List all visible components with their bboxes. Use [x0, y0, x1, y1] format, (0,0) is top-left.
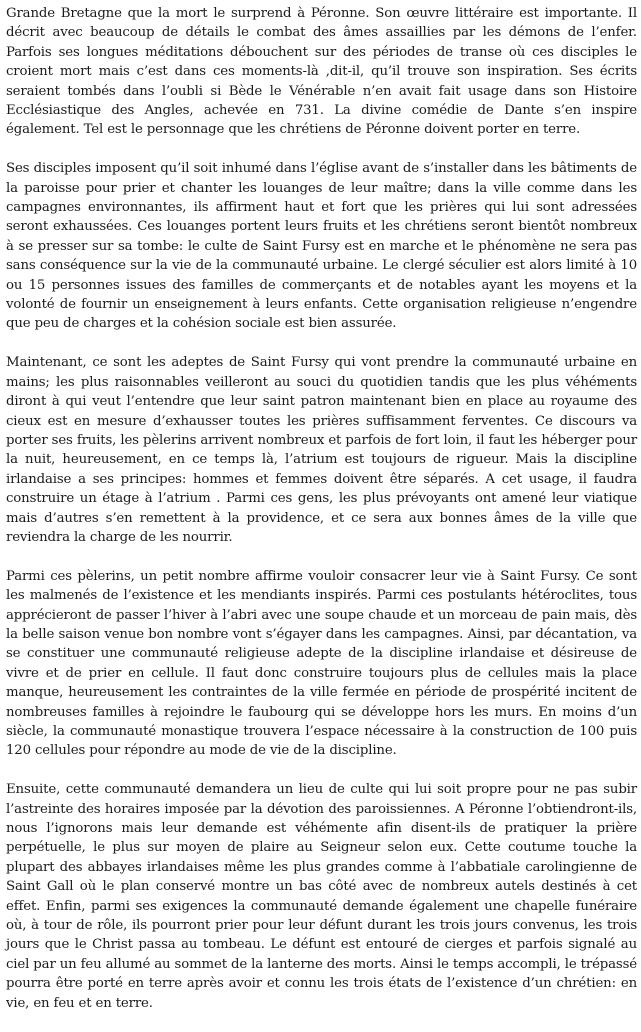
paragraph-5: Ensuite, cette communauté demandera un lieu de culte qui lui soit propre pour ne pas subir l’astreinte des horaires imposée par la dévotion des paroissiennes. A Péronne l’obtiendront-ils, nous l’ignorons mais leur demande est véhémente afin disent-ils de pratiquer la prière perpétuelle, le plus sur moyen de plaire au Seigneur selon eux. Cette coutume touche la plupart des abbayes irlandaises même les plus grandes comme à l’abbatiale carolingienne de Saint Gall où le plan conservé montre un bas côté avec de nombreux autels destinés à cet effet. Enfin, parmi ses exigences la communauté demande également une chapelle funéraire où, à tour de rôle, ils pourront prier pour leur défunt durant les trois jours convenus, les trois jours que le Christ passa au tombeau. Le défunt est entouré de cierges et parfois signalé au ciel par un feu allumé au sommet de la lanterne des morts. Ainsi le temps accompli, le trépassé pourra être porté en terre après avoir et connu les trois états de l’existence d’un chrétien: en vie, en feu et en terre.	[6, 782, 637, 1011]
paragraph-1: Grande Bretagne que la mort le surprend à Péronne. Son œuvre littéraire est importante. Il décrit avec beaucoup de détails le combat des âmes assaillies par les démons de l’enfer. Parfois ses longues méditations débouchent sur des périodes de transe où ces disciples le croient mort mais c’est dans ces moments-là ,dit-il, qu’il trouve son inspiration. Ses écrits seraient tombés dans l’oubli si Bède le Vénérable n’en avait fait usage dans son Histoire Ecclésiastique des Angles, achevée en 731. La divine comédie de Dante s’en inspire également. Tel est le personnage que les chrétiens de Péronne doivent porter en terre.	[6, 6, 637, 138]
paragraph-3: Maintenant, ce sont les adeptes de Saint Fursy qui vont prendre la communauté urbaine en mains; les plus raisonnables veilleront au souci du quotidien tandis que les plus véhéments diront à qui veut l’entendre que leur saint patron maintenant bien en place au royaume des cieux est en mesure d’exhausser toutes les prières suffisamment ferventes. Ce discours va porter ses fruits, les pèlerins arrivent nombreux et parfois de fort loin, il faut les héberger pour la nuit, heureusement, en ce temps là, l’atrium est toujours de rigueur. Mais la discipline irlandaise a ses principes: hommes et femmes doivent être séparés. A cet usage, il faudra construire un étage à l’atrium . Parmi ces gens, les plus prévoyants ont amené leur viatique mais d’autres s’en remettent à la providence, et ce sera aux bonnes âmes de la ville que reviendra la charge de les nourrir.	[6, 355, 637, 545]
paragraph-4: Parmi ces pèlerins, un petit nombre affirme vouloir consacrer leur vie à Saint Fursy. Ce sont les malmenés de l’existence et les mendiants inspirés. Parmi ces postulants hétéroclites, tous apprécieront de passer l’hiver à l’abri avec une soupe chaude et un morceau de pain mais, dès la belle saison venue bon nombre vont s’égayer dans les campagnes. Ainsi, par décantation, va se constituer une communauté religieuse adepte de la discipline irlandaise et désireuse de vivre et de prier en cellule. Il faut donc construire toujours plus de cellules mais la place manque, heureusement les contraintes de la ville fermée en période de prospérité incitent de nombreuses familles à rejoindre le faubourg qui se développe hors les murs. En moins d’un siècle, la communauté monastique trouvera l’espace nécessaire à la construction de 100 puis 120 cellules pour répondre au mode de vie de la discipline.	[6, 568, 637, 759]
document-page	[6, 4, 637, 1032]
paragraph-2: Ses disciples imposent qu’il soit inhumé dans l’église avant de s’installer dans les bâtiments de la paroisse pour prier et chanter les louanges de leur maître; dans la ville comme dans les campagnes environnantes, ils affirment haut et fort que les prières qui lui sont adressées seront exhaussées. Ces louanges portent leurs fruits et les chrétiens seront bientôt nombreux à se presser sur sa tombe: le culte de Saint Fursy est en marche et le phénomène ne sera pas sans conséquence sur la vie de la communauté urbaine. Le clergé séculier est alors limité à 10 ou 15 personnes issues des familles de commerçants et de notables ayant les moyens et la volonté de fournir un enseignement à leurs enfants. Cette organisation religieuse n’engendre que peu de charges et la cohésion sociale est bien assurée.	[6, 161, 637, 332]
